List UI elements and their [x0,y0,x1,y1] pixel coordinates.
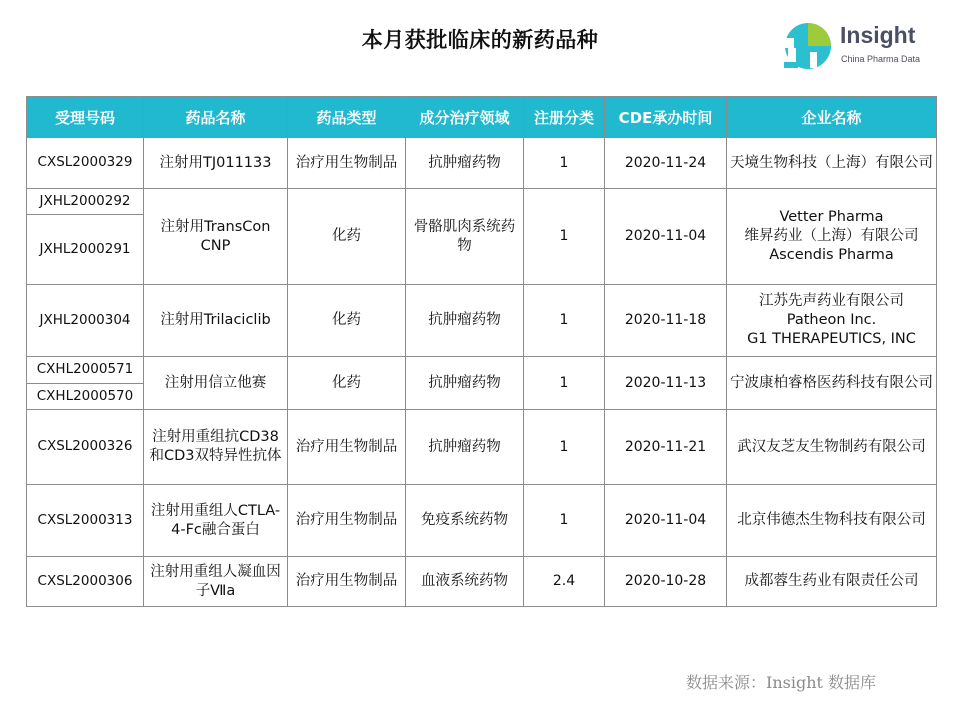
registration-category: 1 [524,410,605,485]
therapeutic-field: 抗肿瘤药物 [406,285,524,357]
therapeutic-field: 抗肿瘤药物 [406,357,524,410]
table-row [27,189,937,215]
table-row [27,557,937,607]
company-line: Patheon Inc. [786,312,877,329]
page-title: 本月获批临床的新药品种 [361,28,599,52]
drug-type: 治疗用生物制品 [288,485,406,557]
company-line: 成都蓉生药业有限责任公司 [744,573,919,590]
company-name [727,410,937,485]
drug-name: 注射用信立他赛 [144,357,288,410]
cde-date: 2020-10-28 [605,557,727,607]
therapeutic-field: 血液系统药物 [406,557,524,607]
column-header: 成分治疗领域 [406,97,524,138]
cde-date: 2020-11-13 [605,357,727,410]
company-name [727,485,937,557]
therapeutic-field: 免疫系统药物 [406,485,524,557]
company-line: Vetter Pharma [779,209,884,226]
therapeutic-field: 抗肿瘤药物 [406,138,524,189]
cde-date: 2020-11-21 [605,410,727,485]
cde-date: 2020-11-04 [605,189,727,285]
drug-name: 注射用重组人CTLA-4-Fc融合蛋白 [144,485,288,557]
cde-date: 2020-11-24 [605,138,727,189]
company-line: 宁波康柏睿格医药科技有限公司 [730,374,933,391]
registration-category: 1 [524,285,605,357]
drug-type: 治疗用生物制品 [288,138,406,189]
drug-table [26,96,937,607]
registration-category: 1 [524,189,605,285]
table-row [27,410,937,485]
registration-category: 1 [524,357,605,410]
company-line: 武汉友芝友生物制药有限公司 [737,438,926,455]
therapeutic-field: 抗肿瘤药物 [406,410,524,485]
table-row [27,285,937,357]
company-name [727,285,937,357]
logo-brand: Insight [840,22,916,48]
drug-type: 化药 [288,189,406,285]
insight-logo-mark-icon [780,18,836,74]
company-line: 维昇药业（上海）有限公司 [744,228,919,245]
company-name [727,189,937,285]
acceptance-number: CXHL2000571 [27,357,144,384]
registration-category: 2.4 [524,557,605,607]
drug-type: 治疗用生物制品 [288,557,406,607]
company-line: 北京伟德杰生物科技有限公司 [737,512,926,529]
table-header-row [27,97,937,138]
cde-date: 2020-11-04 [605,485,727,557]
table-row [27,485,937,557]
drug-name: 注射用Trilaciclib [144,285,288,357]
column-header: 注册分类 [524,97,605,138]
company-line: G1 THERAPEUTICS, INC [747,330,916,347]
drug-name: 注射用重组抗CD38和CD3双特异性抗体 [144,410,288,485]
acceptance-number: CXSL2000306 [27,557,144,607]
data-source-note: 数据来源：Insight 数据库 [686,673,877,692]
drug-name: 注射用TransCon CNP [144,189,288,285]
acceptance-number: JXHL2000291 [27,215,144,285]
acceptance-number: CXSL2000313 [27,485,144,557]
column-header: CDE承办时间 [605,97,727,138]
acceptance-number: CXSL2000326 [27,410,144,485]
company-name [727,138,937,189]
company-line: 天境生物科技（上海）有限公司 [730,154,933,171]
insight-logo [780,18,940,74]
drug-type: 化药 [288,357,406,410]
column-header: 受理号码 [27,97,144,138]
drug-type: 化药 [288,285,406,357]
therapeutic-field: 骨骼肌肉系统药物 [406,189,524,285]
drug-type: 治疗用生物制品 [288,410,406,485]
registration-category: 1 [524,485,605,557]
acceptance-number: JXHL2000292 [27,189,144,215]
acceptance-number: CXSL2000329 [27,138,144,189]
company-name [727,357,937,410]
column-header: 企业名称 [727,97,937,138]
logo-subtitle: China Pharma Data [841,54,921,64]
company-line: Ascendis Pharma [769,246,894,263]
registration-category: 1 [524,138,605,189]
drug-name: 注射用TJ011133 [144,138,288,189]
cde-date: 2020-11-18 [605,285,727,357]
column-header: 药品类型 [288,97,406,138]
company-line: 江苏先声药业有限公司 [759,293,904,310]
acceptance-number: CXHL2000570 [27,384,144,410]
column-header: 药品名称 [144,97,288,138]
company-name [727,557,937,607]
table-row [27,138,937,189]
table-row [27,357,937,384]
acceptance-number: JXHL2000304 [27,285,144,357]
drug-name: 注射用重组人凝血因子Ⅶa [144,557,288,607]
